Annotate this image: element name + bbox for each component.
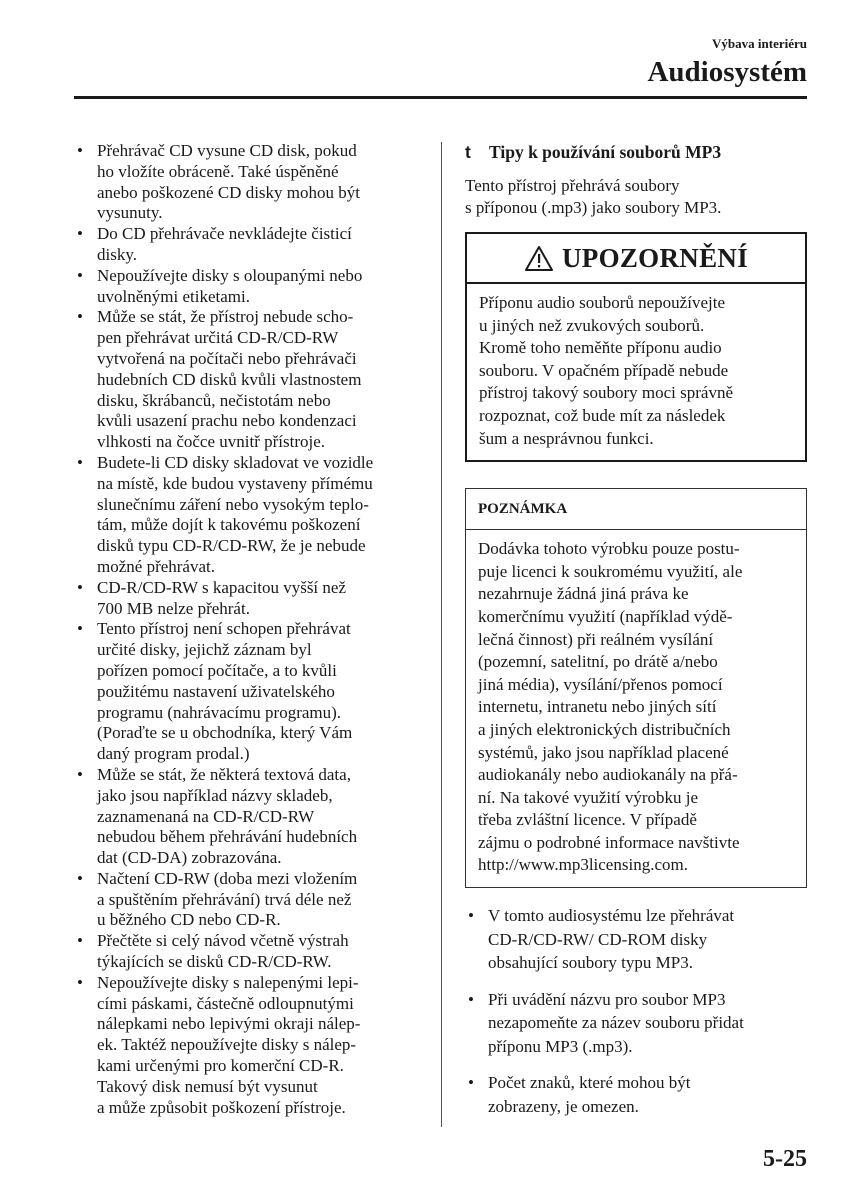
bullet-line: zaznamenaná na CD-R/CD-RW	[97, 806, 315, 826]
bullet-line: disku, škrábanců, nečistotám nebo	[97, 390, 331, 410]
section-heading	[465, 141, 807, 163]
header-section-label: Výbava interiéru	[712, 36, 807, 51]
note-line: audiokanály nebo audiokanály na přá-	[478, 765, 738, 785]
intro-line: s příponou (.mp3) jako soubory MP3.	[465, 198, 722, 217]
bullet-dot-icon: •	[77, 224, 83, 244]
bullet-line: Nepoužívejte disky s nalepenými lepi-	[97, 972, 359, 992]
bullet-line: uvolněnými etiketami.	[97, 286, 250, 306]
bullet-line: Takový disk nemusí být vysunut	[97, 1076, 318, 1096]
bullet-dot-icon: •	[77, 452, 83, 472]
bullet-line: použitému nastavení uživatelského	[97, 681, 335, 701]
note-line: (pozemní, satelitní, po drátě a/nebo	[478, 652, 718, 672]
warning-triangle-icon	[524, 245, 554, 272]
page-number: 5-25	[763, 1146, 807, 1172]
bullet-item	[465, 988, 807, 1059]
bullet-line: možné přehrávat.	[97, 556, 215, 576]
bullet-line: a spuštěním přehrávání) trvá déle než	[97, 889, 352, 909]
bullet-item	[74, 141, 424, 224]
bullet-line: pen přehrávat určitá CD-R/CD-RW	[97, 328, 339, 348]
bullet-line: u běžného CD nebo CD-R.	[97, 910, 281, 930]
page-title: Audiosystém	[647, 56, 807, 88]
bullet-dot-icon: •	[77, 868, 83, 888]
note-line: puje licenci k soukromému využití, ale	[478, 561, 743, 581]
note-line: zájmu o podrobné informace navštivte	[478, 832, 740, 852]
bullet-dot-icon: •	[77, 265, 83, 285]
warning-line: Příponu audio souborů nepoužívejte	[479, 293, 725, 312]
bullet-line: Při uvádění názvu pro soubor MP3	[488, 989, 726, 1009]
bullet-item	[74, 266, 424, 308]
note-body	[466, 530, 806, 887]
section-marker: t	[465, 142, 471, 162]
bullet-line: nezapomeňte za název souboru přidat	[488, 1013, 744, 1033]
note-line: ní. Na takové využití výrobku je	[478, 787, 699, 807]
note-line: a jiných elektronických distribučních	[478, 719, 731, 739]
warning-line: rozpoznat, což bude mít za následek	[479, 405, 726, 425]
bullet-line: na místě, kde budou vystaveny přímému	[97, 473, 373, 493]
bullet-line: disky.	[97, 244, 137, 264]
right-column	[465, 141, 807, 1131]
bullet-line: kami určenými pro komerční CD-R.	[97, 1056, 344, 1076]
bullet-line: Počet znaků, které mohou být	[488, 1073, 691, 1093]
warning-line: šum a nesprávnou funkci.	[479, 428, 654, 448]
bullet-line: ho vložíte obráceně. Také úspěněné	[97, 161, 339, 181]
bullet-item	[74, 578, 424, 620]
bullet-item	[74, 765, 424, 869]
bullet-line: daný program prodal.)	[97, 744, 250, 764]
bullet-dot-icon: •	[77, 307, 83, 327]
bullet-line: kvůli usazení prachu nebo kondenzaci	[97, 411, 357, 431]
bullet-item	[74, 869, 424, 931]
bullet-dot-icon: •	[77, 931, 83, 951]
column-divider	[441, 142, 442, 1127]
bullet-dot-icon: •	[77, 141, 83, 160]
bullet-line: nebudou během přehrávání hudebních	[97, 827, 358, 847]
bullet-line: zobrazeny, je omezen.	[488, 1096, 639, 1116]
bullet-line: určité disky, jejichž záznam byl	[97, 640, 312, 660]
bullet-line: jako jsou například názvy skladeb,	[97, 785, 333, 805]
bullet-dot-icon: •	[77, 577, 83, 597]
bullet-dot-icon: •	[77, 972, 83, 992]
bullet-item	[74, 307, 424, 453]
bullet-line: Načtení CD-RW (doba mezi vložením	[97, 868, 358, 888]
bullet-line: cími páskami, částečně odloupnutými	[97, 993, 354, 1013]
bullet-line: Může se stát, že přístroj nebude scho-	[97, 307, 354, 327]
warning-line: souboru. V opačném případě nebude	[479, 360, 729, 380]
bullet-line: anebo poškozené CD disky mohou být	[97, 182, 360, 202]
warning-body	[467, 284, 805, 460]
bullet-item	[465, 1071, 807, 1118]
note-header: POZNÁMKA	[466, 489, 806, 530]
bullet-line: 700 MB nelze přehrát.	[97, 598, 250, 618]
bullet-line: Může se stát, že některá textová data,	[97, 764, 351, 784]
left-bullet-list	[74, 141, 424, 1118]
section-heading-text: Tipy k používání souborů MP3	[489, 142, 722, 162]
note-line: nezahrnuje žádná jiná práva ke	[478, 584, 689, 604]
note-line: jiná média), vysílání/přenos pomocí	[478, 674, 723, 694]
bullet-item	[74, 931, 424, 973]
bullet-dot-icon: •	[468, 906, 474, 926]
note-line: lečná činnost) při reálném vysílání	[478, 629, 714, 649]
bullet-line: vysunuty.	[97, 203, 163, 223]
note-line: systémů, jako jsou například placené	[478, 742, 729, 762]
bullet-line: obsahující soubory typu MP3.	[488, 953, 693, 973]
note-line: internetu, intranetu nebo jiných sítí	[478, 697, 717, 717]
warning-header	[467, 234, 805, 284]
bullet-line: dat (CD-DA) zobrazována.	[97, 848, 282, 868]
note-line: Dodávka tohoto výrobku pouze postu-	[478, 539, 740, 559]
bullet-line: slunečnímu záření nebo vysokým teplo-	[97, 494, 369, 514]
bullet-item	[74, 973, 424, 1119]
bullet-line: týkajících se disků CD-R/CD-RW.	[97, 952, 332, 972]
bullet-line: programu (nahrávacímu programu).	[97, 702, 342, 722]
bullet-line: příponu MP3 (.mp3).	[488, 1036, 633, 1056]
section-intro	[465, 175, 807, 219]
note-line: třeba zvláštní licence. V případě	[478, 810, 697, 830]
bullet-line: a může způsobit poškození přístroje.	[97, 1097, 346, 1117]
right-bullet-list	[465, 904, 807, 1118]
bullet-line: disků typu CD-R/CD-RW, že je nebude	[97, 536, 366, 556]
bullet-line: V tomto audiosystému lze přehrávat	[488, 906, 735, 926]
note-box	[465, 488, 807, 888]
bullet-line: Budete-li CD disky skladovat ve vozidle	[97, 452, 374, 472]
bullet-line: Nepoužívejte disky s oloupanými nebo	[97, 265, 363, 285]
bullet-line: pořízen pomocí počítače, a to kvůli	[97, 660, 337, 680]
bullet-line: Tento přístroj není schopen přehrávat	[97, 619, 351, 639]
bullet-line: (Poraďte se u obchodníka, který Vám	[97, 723, 353, 743]
note-line: komerčnímu využití (například výdě-	[478, 606, 733, 626]
bullet-line: ek. Taktéž nepoužívejte disky s nálep-	[97, 1035, 357, 1055]
bullet-dot-icon: •	[77, 764, 83, 784]
left-column	[74, 141, 424, 1118]
bullet-line: Přehrávač CD vysune CD disk, pokud	[97, 141, 357, 160]
bullet-line: Přečtěte si celý návod včetně výstrah	[97, 931, 349, 951]
bullet-dot-icon: •	[468, 989, 474, 1009]
bullet-line: CD-R/CD-RW/ CD-ROM disky	[488, 929, 708, 949]
note-line: http://www.mp3licensing.com.	[478, 855, 688, 875]
bullet-dot-icon: •	[77, 619, 83, 639]
bullet-line: vlhkosti na čočce uvnitř přístroje.	[97, 432, 326, 452]
bullet-dot-icon: •	[468, 1073, 474, 1093]
warning-title: UPOZORNĚNÍ	[561, 242, 748, 273]
bullet-line: tám, může dojít k takovému poškození	[97, 515, 361, 535]
warning-box	[465, 232, 807, 462]
warning-line: u jiných než zvukových souborů.	[479, 315, 705, 335]
header-rule	[74, 96, 807, 99]
bullet-line: Do CD přehrávače nevkládejte čisticí	[97, 224, 352, 244]
intro-line: Tento přístroj přehrává soubory	[465, 176, 680, 195]
warning-line: Kromě toho neměňte příponu audio	[479, 338, 722, 358]
bullet-line: vytvořená na počítači nebo přehrávači	[97, 348, 357, 368]
bullet-item	[74, 224, 424, 266]
bullet-item	[465, 904, 807, 975]
bullet-item	[74, 453, 424, 578]
bullet-line: nálepkami nebo lepivými okraji nálep-	[97, 1014, 361, 1034]
warning-line: přístroj takový soubory moci správně	[479, 383, 734, 403]
bullet-line: CD-R/CD-RW s kapacitou vyšší než	[97, 577, 346, 597]
bullet-item	[74, 619, 424, 765]
bullet-line: hudebních CD disků kvůli vlastnostem	[97, 369, 362, 389]
